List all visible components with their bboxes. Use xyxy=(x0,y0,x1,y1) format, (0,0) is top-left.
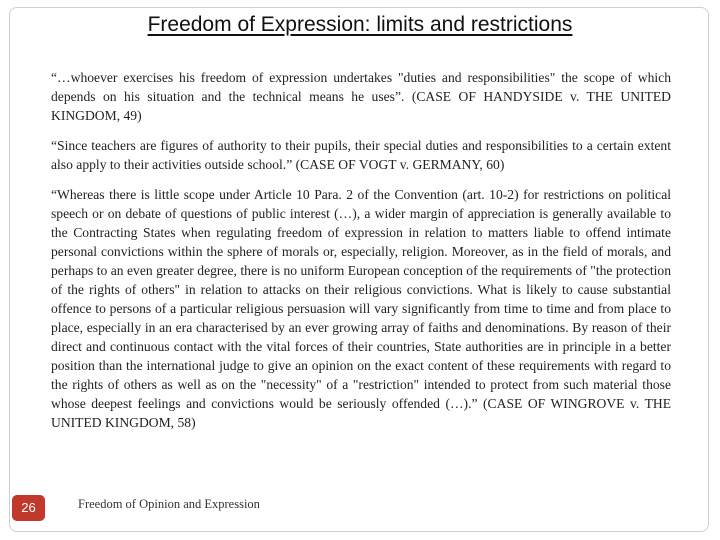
slide-footer: Freedom of Opinion and Expression xyxy=(78,497,260,511)
quote-wingrove: “Whereas there is little scope under Article 10 Para. 2 of the Convention (art. 10-2) for restrictions on political speech or on debate of questions of public interest (…), a wider margin of appreciation is generally available to the Contracting States when regulating freedom of expression in relation to matters liable to offend intimate personal convictions within the sphere of morals or, especially, religion. Moreover, as in the field of morals, and perhaps to an even greater degree, there is no uniform European conception of the requirements of "the protection of the rights of others" in relation to attacks on their religious convictions. What is likely to cause substantial offence to persons of a particular religious persuasion will vary significantly from time to time and from place to place, especially in an era characterised by an ever growing array of faiths and denominations. By reason of their direct and continuous contact with the vital forces of their countries, State authorities are in principle in a better position than the international judge to give an opinion on the exact content of these requirements with regard to the rights of others as well as on the "necessity" of a "restriction" intended to protect from such material those whose deepest feelings and convictions would be seriously offended (…).” (CASE OF WINGROVE v. THE UNITED KINGDOM, 58) xyxy=(51,187,671,430)
slide-title: Freedom of Expression: limits and restrictions xyxy=(147,13,573,36)
slide-number-badge: 26 xyxy=(12,495,45,521)
quotes-body xyxy=(51,68,671,432)
quote-handyside: “…whoever exercises his freedom of expression undertakes "duties and responsibilities" the scope of which depends on his situation and the technical means he uses”. (CASE OF HANDYSIDE v. THE UNITED KINGDOM, 49) xyxy=(51,70,671,123)
quote-vogt: “Since teachers are figures of authority to their pupils, their special duties and responsibilities to a certain extent also apply to their activities outside school.” (CASE OF VOGT v. GERMANY, 60) xyxy=(51,138,671,172)
